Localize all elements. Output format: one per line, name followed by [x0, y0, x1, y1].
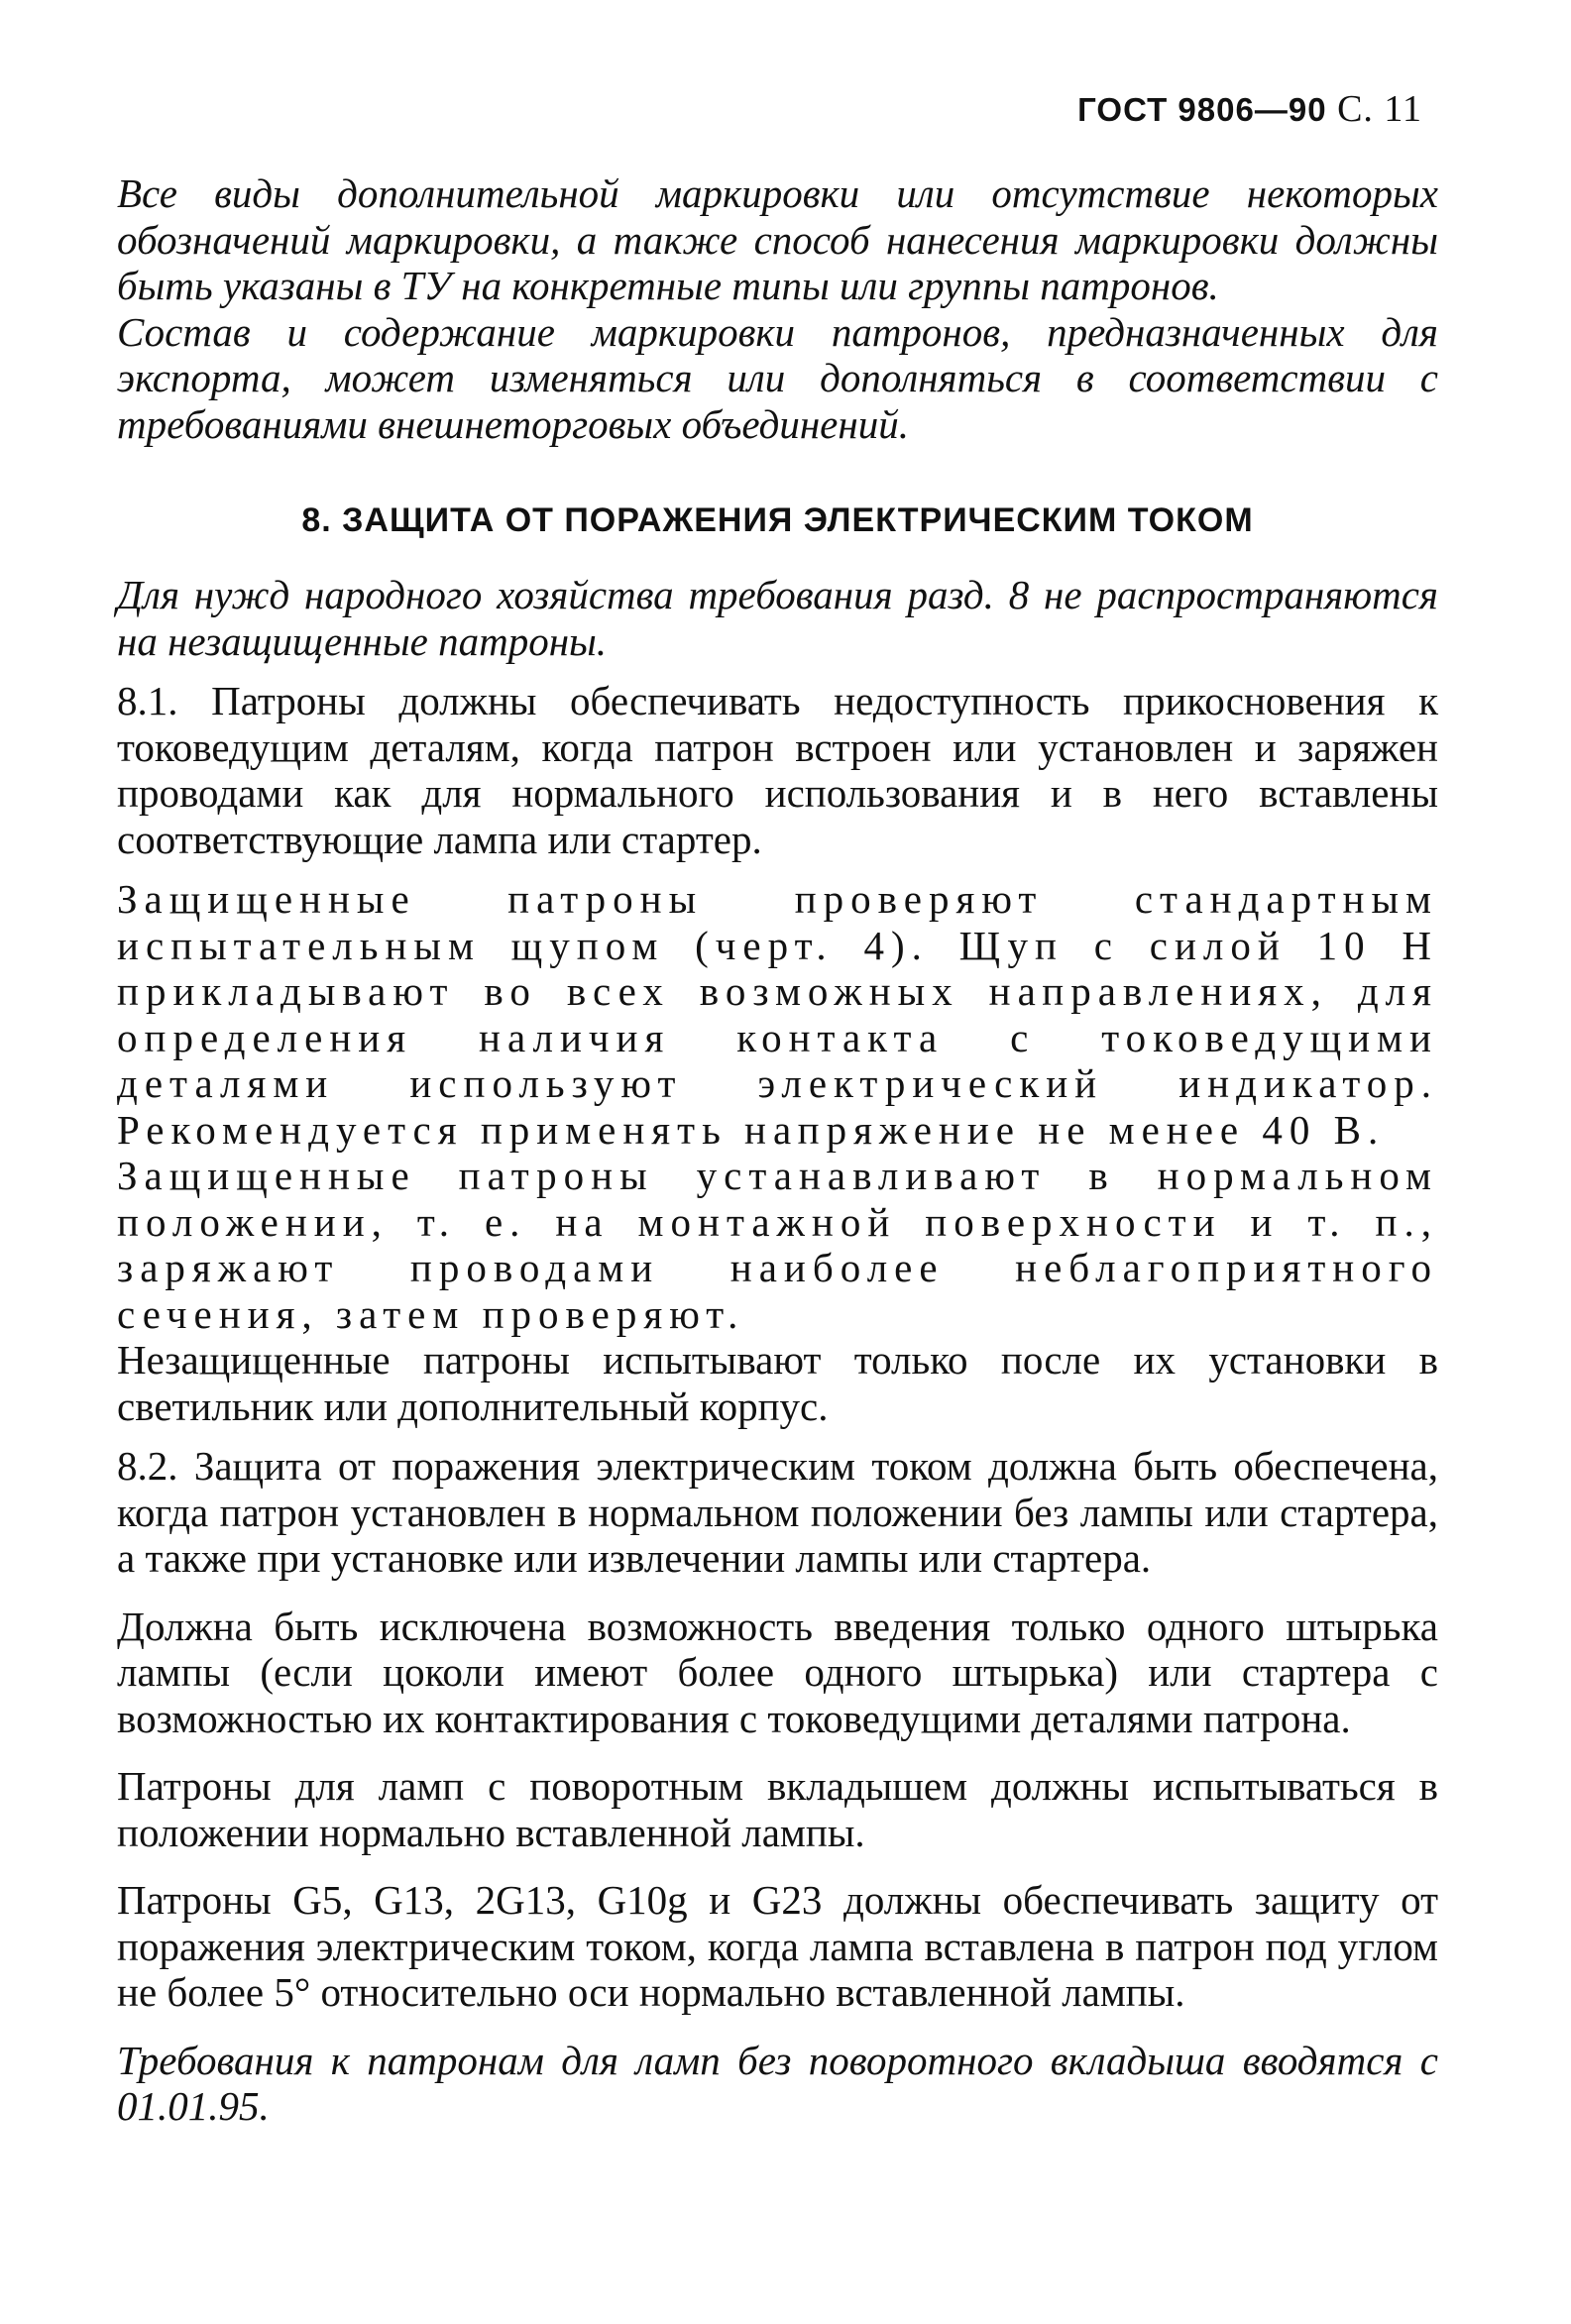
section-note: Для нужд народного хозяйства требования разд. 8 не распространяются на незащищенные патроны.: [117, 572, 1438, 664]
standard-number: ГОСТ 9806—90: [1077, 91, 1327, 128]
clause-8-2-g-types: Патроны G5, G13, 2G13, G10g и G23 должны обеспечивать защиту от поражения электрическим током, когда лампа вставлена в патрон под углом не более 5° относительно оси нормально вставленной лампы.: [117, 1877, 1438, 2015]
clause-8-2-effective-date: Требования к патронам для ламп без поворотного вкладыша вводятся с 01.01.95.: [117, 2037, 1438, 2129]
clause-8-1: 8.1. Патроны должны обеспечивать недоступность прикосновения к токоведущим деталям, когда патрон встроен или установлен и заряжен проводами как для нормального использования и в него вставлены соответствующие лампа или стартер.: [117, 678, 1438, 862]
page-content: [117, 170, 1438, 2130]
clause-8-2: 8.2. Защита от поражения электрическим током должна быть обеспечена, когда патрон установлен в нормальном положении без лампы или стартера, а также при установке или извлечении лампы или стартера.: [117, 1443, 1438, 1581]
intro-paragraph-export: Состав и содержание маркировки патронов, предназначенных для экспорта, может изменяться или дополняться в соответствии с требованиями внешнеторговых объединений.: [117, 308, 1438, 447]
clause-8-1-install: Защищенные патроны устанавливают в нормальном положении, т. е. на монтажной поверхности и т. п., заряжают проводами наиболее неблагоприятного сечения, затем проверяют.: [117, 1153, 1438, 1337]
running-header: [1077, 87, 1422, 131]
clause-8-2-rotary: Патроны для ламп с поворотным вкладышем должны испытываться в положении нормально вставленной лампы.: [117, 1763, 1438, 1855]
clause-8-1-test: Защищенные патроны проверяют стандартным испытательным щупом (черт. 4). Щуп с силой 10 Н прикладывают во всех возможных направлениях, для определения наличия контакта с токоведущими деталями используют электрический индикатор. Рекомендуется применять напряжение не менее 40 В.: [117, 876, 1438, 1153]
section-title: 8. ЗАЩИТА ОТ ПОРАЖЕНИЯ ЭЛЕКТРИЧЕСКИМ ТОКОМ: [301, 501, 1254, 539]
clause-8-1-unprotected: Незащищенные патроны испытывают только после их установки в светильник или дополнительный корпус.: [117, 1337, 1438, 1429]
clause-8-2-pin: Должна быть исключена возможность введения только одного штырька лампы (если цоколи имеют более одного штырька) или стартера с возможностью их контактирования с токоведущими деталями патрона.: [117, 1603, 1438, 1741]
page-number: С. 11: [1337, 88, 1422, 130]
intro-paragraph-marking: Все виды дополнительной маркировки или отсутствие некоторых обозначений маркировки, а также способ нанесения маркировки должны быть указаны в ТУ на конкретные типы или группы патронов.: [117, 170, 1438, 308]
